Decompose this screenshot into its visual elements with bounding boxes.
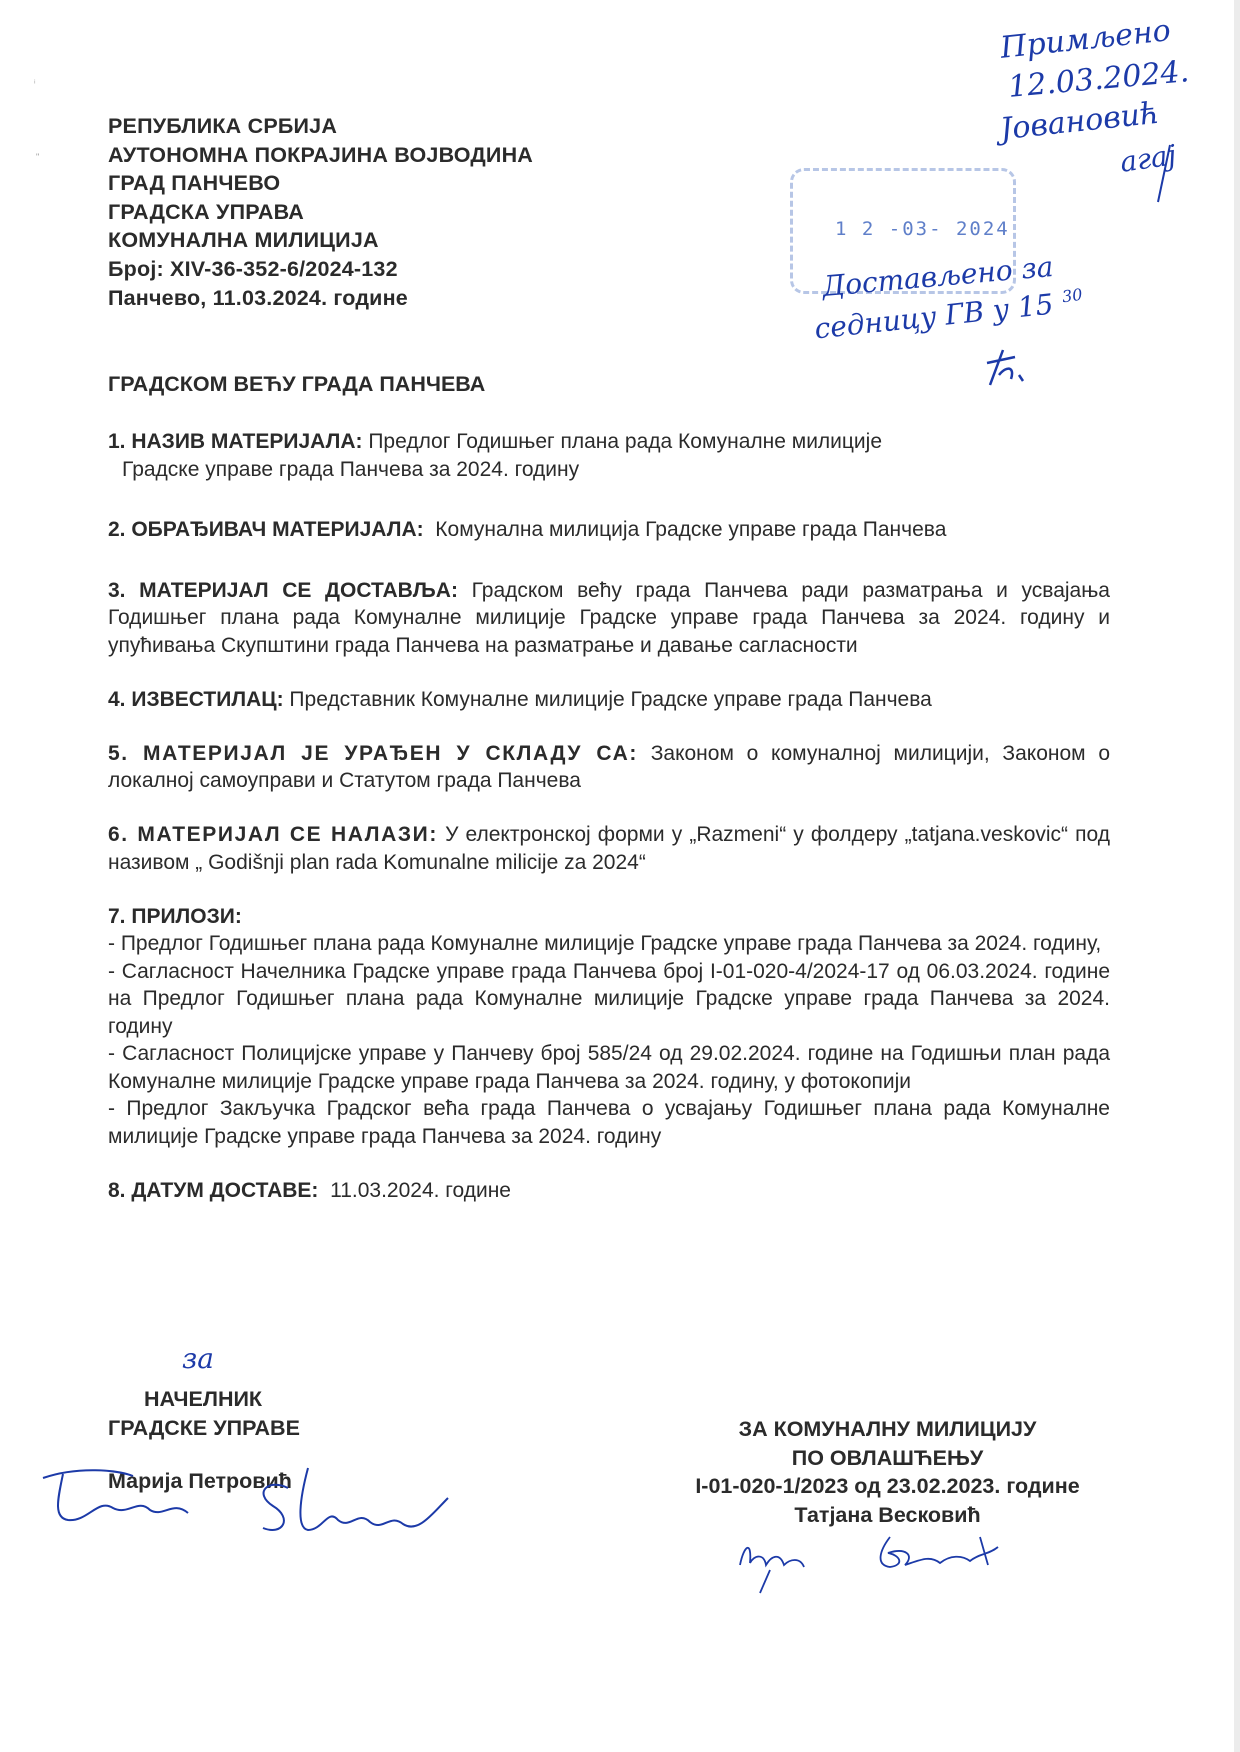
- handwritten-for: за: [182, 1342, 214, 1375]
- handwritten-delivery-note: Достављено за: [821, 249, 1055, 304]
- section-delivery-date: [108, 1177, 1110, 1205]
- section-processor: [108, 516, 1110, 544]
- section-text: У електронској форми у „Razmeni“ у фолдеру „tatjana.veskovic“ под називом „ Godišnji plan rada Komunalne milicije za 2024“: [108, 823, 1110, 874]
- section-label: 6. МАТЕРИЈАЛ СЕ НАЛАЗИ:: [108, 823, 438, 846]
- section-label: 5. МАТЕРИЈАЛ ЈЕ УРАЂЕН У СКЛАДУ СА:: [108, 741, 638, 765]
- signature-right-line: ПО ОВЛАШЋЕЊУ: [791, 1445, 984, 1470]
- section-label: 1. НАЗИВ МАТЕРИЈАЛА:: [108, 430, 363, 453]
- handwritten-received: Примљено: [998, 13, 1173, 66]
- section-attachments: [108, 903, 1110, 1151]
- scan-speck: ʺ: [36, 152, 40, 162]
- section-reporter: [108, 686, 1110, 714]
- header-line: РЕПУБЛИКА СРБИЈА: [108, 114, 338, 138]
- section-material-name: [108, 428, 1110, 483]
- attachment-item: - Сагласност Полицијске управе у Панчеву број 585/24 од 29.02.2024. године на Годишњи план рада Комуналне милиције Градске управе града Панчева за 2024. годину, у фотокопији: [108, 1042, 1110, 1093]
- page-edge: [1234, 0, 1240, 1752]
- attachment-item: - Сагласност Начелника Градске управе града Панчева број I-01-020-4/2024-17 од 06.03.2024. године на Предлог Годишњег плана рада Комуналне милиције Градске управе града Панчева за 2024. годину: [108, 959, 1110, 1038]
- section-label: 8. ДАТУМ ДОСТАВЕ:: [108, 1178, 319, 1202]
- signature-right-authorization: I-01-020-1/2023 од 23.02.2023. године: [695, 1474, 1080, 1498]
- handwritten-received-date: 12.03.2024.: [1006, 54, 1191, 105]
- section-location: [108, 821, 1110, 876]
- signature-title-line: НАЧЕЛНИК: [144, 1387, 263, 1411]
- section-legal-basis: [108, 740, 1110, 795]
- section-text: Представник Комуналне милиције Градске управе града Панчева: [289, 687, 932, 711]
- addressee: ГРАДСКОМ ВЕЋУ ГРАДА ПАНЧЕВА: [108, 372, 486, 396]
- scan-speck: ⁱ: [34, 78, 36, 88]
- handwritten-minutes: 30: [1060, 284, 1084, 307]
- section-label: 3. МАТЕРИЈАЛ СЕ ДОСТАВЉА:: [108, 578, 458, 602]
- signature-right-block: [660, 1415, 1115, 1529]
- signature-left-name: Марија Петровић: [108, 1469, 292, 1493]
- section-text-cont: Градске управе града Панчева за 2024. годину: [122, 457, 580, 481]
- document-header: [108, 112, 533, 312]
- handwritten-initials: [985, 345, 1035, 390]
- signature-right-scribble: [730, 1525, 1030, 1595]
- handwritten-stroke: [1150, 140, 1180, 210]
- signature-right-name: Татјана Весковић: [794, 1502, 981, 1527]
- section-label: 7. ПРИЛОЗИ:: [108, 904, 242, 928]
- header-line: ГРАД ПАНЧЕВО: [108, 171, 281, 196]
- header-line: КОМУНАЛНА МИЛИЦИЈА: [108, 228, 379, 253]
- section-text: Предлог Годишњег плана рада Комуналне милиције: [368, 430, 883, 453]
- handwritten-received-sign: агај: [1117, 138, 1179, 179]
- attachment-item: - Предлог Закључка Градског већа града Панчева о усвајању Годишњег плана рада Комуналне милиције Градске управе града Панчева за 2024. годину: [108, 1097, 1110, 1148]
- document-date: Панчево, 11.03.2024. године: [108, 285, 408, 310]
- handwritten-received-name: Јовановић: [998, 95, 1161, 148]
- signature-title-line: ГРАДСКЕ УПРАВЕ: [108, 1415, 300, 1440]
- stamp-date: 1 2 -03- 2024: [835, 218, 1010, 240]
- handwritten-session-note: седницу ГВ у 15: [812, 287, 1056, 346]
- section-label: 4. ИЗВЕСТИЛАЦ:: [108, 687, 284, 711]
- signature-left-scribble: [38, 1458, 458, 1548]
- document-number: Број: XIV-36-352-6/2024-132: [108, 256, 398, 281]
- section-text: Градском већу града Панчева ради разматрања и усвајања Годишњег плана рада Комуналне милиције Градске управе града Панчева за 2024. годину и упућивања Скупштини града Панчева на разматрање и давање сагласности: [108, 578, 1110, 657]
- section-label: 2. ОБРАЂИВАЧ МАТЕРИЈАЛА:: [108, 518, 424, 541]
- document-body: [108, 428, 1110, 1231]
- section-text: Законом о комуналној милицији, Законом о локалној самоуправи и Статутом града Панчева: [108, 741, 1111, 792]
- header-line: АУТОНОМНА ПОКРАЈИНА ВОЈВОДИНА: [108, 142, 534, 167]
- signature-left-title: [108, 1385, 300, 1442]
- header-line: ГРАДСКА УПРАВА: [108, 199, 305, 224]
- signature-right-line: ЗА КОМУНАЛНУ МИЛИЦИЈУ: [738, 1417, 1037, 1441]
- section-delivered-to: [108, 577, 1110, 660]
- section-text: 11.03.2024. године: [330, 1178, 511, 1202]
- attachment-item: - Предлог Годишњег плана рада Комуналне милиције Градске управе града Панчева за 2024. годину,: [108, 932, 1102, 955]
- section-text: Комунална милиција Градске управе града Панчева: [435, 518, 947, 541]
